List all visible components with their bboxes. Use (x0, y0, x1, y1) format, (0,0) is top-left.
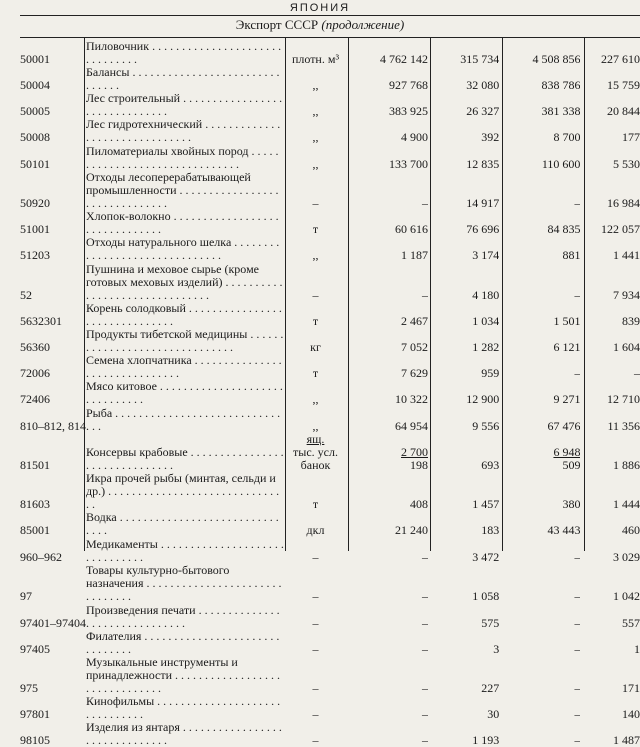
row-value-2: 30 (487, 707, 500, 721)
row-value-2: 227 (481, 681, 500, 695)
row-code: 97801 (20, 707, 50, 721)
export-table (20, 40, 640, 747)
row-value-1: 7 629 (401, 366, 429, 380)
row-unit (284, 433, 347, 472)
row-unit: ,, (312, 157, 319, 171)
row-unit: – (312, 589, 319, 603)
table-row (20, 472, 640, 511)
row-name-text: Пушнина и меховое сырье (кроме готовых меховых изделий) . . . (86, 263, 284, 302)
row-code: 51203 (20, 248, 50, 262)
row-code: 72406 (20, 392, 50, 406)
row-value-4: 1 (634, 642, 640, 656)
row-value-3: – (574, 366, 581, 380)
row-value-1: – (422, 616, 429, 630)
row-value-4: 3 029 (613, 550, 640, 564)
row-code: 50008 (20, 130, 50, 144)
row-value-1 (347, 433, 428, 472)
row-value-2: 32 080 (466, 78, 500, 92)
table-row (20, 630, 640, 656)
row-value-3: 43 443 (547, 523, 581, 537)
row-value-1: – (422, 288, 429, 302)
table-row (20, 721, 640, 747)
row-value-3: 8 700 (553, 130, 581, 144)
table-row (20, 92, 640, 118)
row-unit: – (312, 707, 319, 721)
table-row (20, 328, 640, 354)
row-code: 50920 (20, 196, 50, 210)
row-code: 50101 (20, 157, 50, 171)
row-value-4: 1 886 (613, 458, 640, 472)
row-value-2: 14 917 (466, 196, 500, 210)
row-unit: т (312, 497, 319, 511)
row-value-1: 21 240 (395, 523, 429, 537)
row-name (86, 236, 284, 262)
subtitle-continued: (продолжение) (321, 17, 405, 32)
row-value-1: – (422, 733, 429, 747)
row-value-2: 3 472 (472, 550, 500, 564)
row-name (86, 630, 284, 656)
table-row (20, 656, 640, 695)
row-value-3: 6 121 (553, 340, 581, 354)
row-name (86, 721, 284, 747)
row-unit: – (312, 733, 319, 747)
row-name (86, 210, 284, 236)
row-value-1-primary: 2 700 (401, 445, 429, 459)
row-code: 97405 (20, 642, 50, 656)
row-name-text: Кинофильмы . . . (86, 695, 284, 721)
row-name-text: Лес строительный . . . (86, 92, 284, 118)
row-value-4: 12 710 (607, 392, 640, 406)
row-value-3: 381 338 (541, 104, 581, 118)
row-unit: ,, (312, 392, 319, 406)
row-value-1: – (422, 550, 429, 564)
row-name (86, 656, 284, 695)
row-value-4: 5 530 (613, 157, 640, 171)
row-value-3: 838 786 (541, 78, 581, 92)
row-unit: ,, (312, 130, 319, 144)
row-value-4: – (634, 366, 640, 380)
table-row (20, 354, 640, 380)
row-value-4: 7 934 (613, 288, 640, 302)
row-value-4: 1 604 (613, 340, 640, 354)
row-value-3: 84 835 (547, 222, 581, 236)
row-name-text: Музыкальные инструменты и принадлежности . . . (86, 656, 284, 695)
row-name-text: Филателия . . . (86, 630, 284, 656)
row-code: 72006 (20, 366, 50, 380)
row-value-1: – (422, 589, 429, 603)
row-value-3: – (574, 616, 581, 630)
row-value-1: 4 762 142 (380, 52, 429, 66)
table-row (20, 564, 640, 603)
row-value-4: 20 844 (607, 104, 640, 118)
row-value-4: 839 (622, 314, 640, 328)
row-value-2: 183 (481, 523, 500, 537)
row-value-1: 4 900 (401, 130, 429, 144)
row-value-3: – (574, 733, 581, 747)
row-code: 5632301 (20, 314, 62, 328)
row-value-2: 26 327 (466, 104, 500, 118)
table-row (20, 171, 640, 210)
row-name-text: Товары культурно-бытового назначения . . . (86, 564, 284, 603)
table-row (20, 236, 640, 262)
row-value-3: – (574, 288, 581, 302)
row-code: 52 (20, 288, 32, 302)
row-unit: – (312, 288, 319, 302)
row-value-1: 1 187 (401, 248, 429, 262)
row-value-1: 133 700 (389, 157, 429, 171)
row-name-text: Отходы натурального шелка . . . (86, 236, 284, 262)
row-value-3: – (574, 589, 581, 603)
row-name-text: Пиловочник . . . (86, 40, 284, 66)
row-unit: – (312, 196, 319, 210)
table-subtitle (0, 17, 640, 33)
row-code: 97 (20, 589, 32, 603)
row-value-3: 110 600 (541, 157, 581, 171)
row-unit: ,, (312, 78, 319, 92)
row-unit: плотн. м³ (291, 52, 340, 66)
table-row (20, 40, 640, 66)
row-value-1: – (422, 707, 429, 721)
row-code: 50004 (20, 78, 50, 92)
row-value-2: 315 734 (460, 52, 500, 66)
row-value-4: 1 042 (613, 589, 640, 603)
row-code: 56360 (20, 340, 50, 354)
row-value-1: 2 467 (401, 314, 429, 328)
row-value-1: 10 322 (395, 392, 429, 406)
row-name (86, 472, 284, 511)
table-row (20, 511, 640, 537)
row-value-3: 380 (562, 497, 581, 511)
row-name (86, 511, 284, 537)
row-value-3: – (574, 681, 581, 695)
row-name-text: Водка . . . (86, 511, 284, 537)
row-unit: ,, (312, 248, 319, 262)
row-name (86, 380, 284, 406)
row-name (86, 603, 284, 630)
row-value-3: 9 271 (553, 392, 581, 406)
row-value-4: 16 984 (607, 196, 640, 210)
row-value-4: 140 (622, 707, 640, 721)
row-code: 85001 (20, 523, 50, 537)
row-name-text: Рыба . . . (86, 407, 284, 433)
row-code: 81603 (20, 497, 50, 511)
row-value-4: 1 441 (613, 248, 640, 262)
row-value-1: 60 616 (395, 222, 429, 236)
row-value-2: 12 900 (466, 392, 500, 406)
table-row (20, 210, 640, 236)
row-value-1-secondary: 198 (410, 458, 429, 472)
row-name (86, 171, 284, 210)
row-value-2: 9 556 (472, 419, 500, 433)
country-heading: ЯПОНИЯ (289, 2, 351, 14)
row-unit: ,, (312, 419, 319, 433)
row-name (86, 328, 284, 354)
row-value-1: 408 (410, 497, 429, 511)
unit-primary: ящ. (306, 433, 325, 446)
row-unit: ,, (312, 104, 319, 118)
row-value-3-secondary: 509 (562, 458, 581, 472)
table-row (20, 695, 640, 721)
row-unit: – (312, 681, 319, 695)
row-value-2: 693 (481, 458, 500, 472)
table-row (20, 433, 640, 472)
row-value-1: – (422, 642, 429, 656)
row-name-text: Пиломатериалы хвойных пород . . . (86, 145, 284, 171)
row-value-4: 15 759 (607, 78, 640, 92)
row-unit: кг (310, 340, 321, 354)
row-code: 81501 (20, 458, 50, 472)
row-code: 98105 (20, 733, 50, 747)
row-code: 810–812, 814 (20, 419, 86, 433)
row-code: 50001 (20, 52, 50, 66)
row-name-text: Хлопок-волокно . . . (86, 210, 284, 236)
row-value-3: – (574, 550, 581, 564)
table-row (20, 66, 640, 92)
row-name (86, 302, 284, 328)
row-name (86, 262, 284, 302)
row-value-4: 1 444 (613, 497, 640, 511)
row-name-text: Произведения печати . . . (86, 604, 284, 630)
row-value-3: – (574, 642, 581, 656)
table-row (20, 380, 640, 406)
row-value-2: 1 457 (472, 497, 500, 511)
row-code: 51001 (20, 222, 50, 236)
row-value-4: 122 057 (601, 222, 640, 236)
row-value-3: – (574, 707, 581, 721)
row-value-3: 1 501 (553, 314, 581, 328)
row-value-2: 1 058 (472, 589, 500, 603)
row-value-4: 1 487 (613, 733, 640, 747)
row-name-text: Балансы . . . (86, 66, 284, 92)
row-name (86, 354, 284, 380)
row-code: 960–962 (20, 550, 62, 564)
row-value-4: 227 610 (601, 52, 640, 66)
row-unit: т (312, 222, 319, 236)
row-value-1: – (422, 681, 429, 695)
row-name-text: Корень солодковый . . . (86, 302, 284, 328)
row-value-1: 383 925 (389, 104, 429, 118)
row-value-3: 67 476 (547, 419, 581, 433)
row-value-1: 64 954 (395, 419, 429, 433)
row-value-4: 11 356 (607, 419, 640, 433)
row-name-text: Мясо китовое . . . (86, 380, 284, 406)
row-value-2: 1 034 (472, 314, 500, 328)
table-row (20, 118, 640, 144)
table-row (20, 144, 640, 171)
subtitle-main: Экспорт СССР (235, 17, 319, 32)
table-row (20, 603, 640, 630)
top-rule (20, 15, 640, 16)
row-value-4: 171 (622, 681, 640, 695)
row-value-2: 4 180 (472, 288, 500, 302)
row-value-4: 460 (622, 523, 640, 537)
table-row (20, 262, 640, 302)
row-value-3-primary: 6 948 (553, 445, 581, 459)
row-value-1: – (422, 196, 429, 210)
row-name-text: Лес гидротехнический . . . (86, 118, 284, 144)
table-row (20, 302, 640, 328)
row-name (86, 118, 284, 144)
row-name-text: Консервы крабовые . . . (86, 446, 284, 472)
row-name-text: Отходы лесоперерабатывающей промышленности . . . (86, 171, 284, 210)
row-value-2: 1 282 (472, 340, 500, 354)
row-name (86, 40, 284, 66)
row-value-3: 4 508 856 (532, 52, 581, 66)
row-value-2: 1 193 (472, 733, 500, 747)
row-value-2: 76 696 (466, 222, 500, 236)
row-unit: т (312, 366, 319, 380)
row-value-2: 575 (481, 616, 500, 630)
row-name (86, 406, 284, 433)
row-value-3 (499, 433, 580, 472)
row-value-2: 3 174 (472, 248, 500, 262)
row-code: 50005 (20, 104, 50, 118)
row-value-2: 3 (493, 642, 500, 656)
row-code: 97401–97404 (20, 616, 86, 630)
row-name-text: Семена хлопчатника . . . (86, 354, 284, 380)
row-unit: – (312, 642, 319, 656)
row-name (86, 92, 284, 118)
row-code: 975 (20, 681, 38, 695)
row-value-1: 7 052 (401, 340, 429, 354)
row-name (86, 564, 284, 603)
row-value-2: 392 (481, 130, 500, 144)
row-value-2: 959 (481, 366, 500, 380)
row-name (86, 695, 284, 721)
row-value-3: – (574, 196, 581, 210)
row-unit: – (312, 550, 319, 564)
row-value-3: 881 (562, 248, 581, 262)
row-name-text: Изделия из янтаря . . . (86, 721, 284, 747)
row-name (86, 433, 284, 472)
unit-secondary: тыс. усл. банок (293, 445, 338, 472)
row-value-1: 927 768 (389, 78, 429, 92)
row-value-2: 12 835 (466, 157, 500, 171)
row-name-text: Икра прочей рыбы (минтая, сельди и др.) . . . (86, 472, 284, 511)
table-row (20, 406, 640, 433)
row-unit: – (312, 616, 319, 630)
row-unit: т (312, 314, 319, 328)
header-rule (20, 37, 640, 38)
row-unit: дкл (306, 523, 325, 537)
row-value-4: 177 (622, 130, 640, 144)
row-value-4: 557 (622, 616, 640, 630)
row-name-text: Продукты тибетской медицины . . . (86, 328, 284, 354)
row-name (86, 66, 284, 92)
row-name (86, 144, 284, 171)
row-name-text: Медикаменты . . . (86, 538, 284, 564)
